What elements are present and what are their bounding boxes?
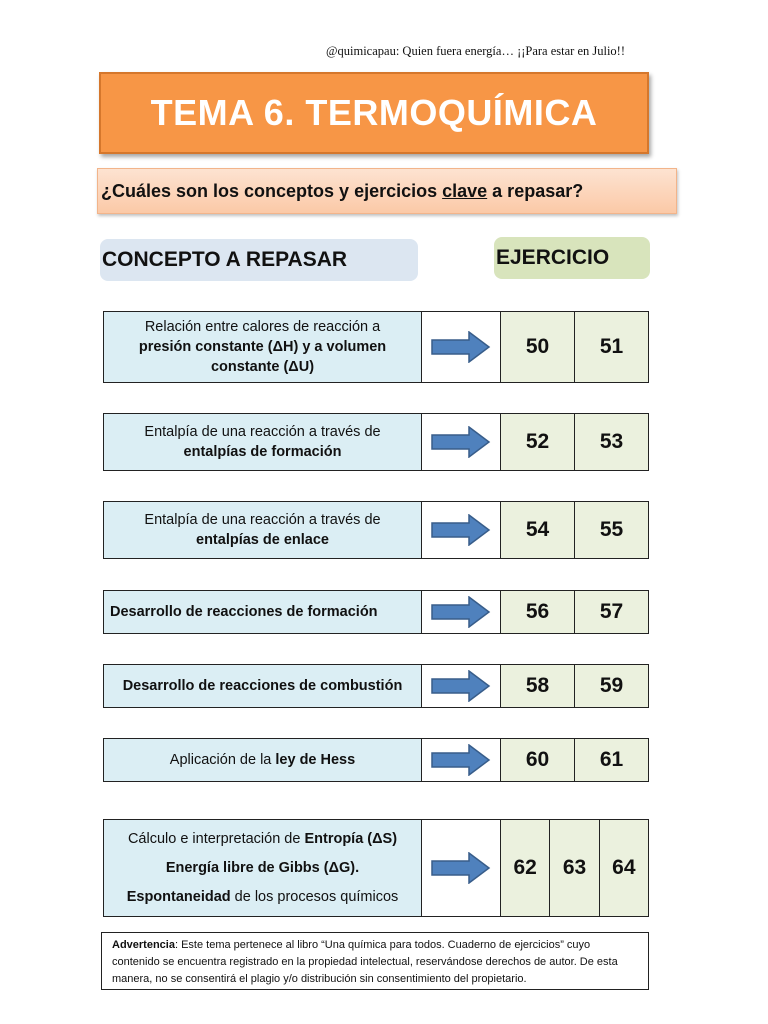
question-text-end: a repasar? <box>487 180 584 201</box>
question-text-start: ¿Cuáles son los conceptos y ejercicios <box>101 180 443 201</box>
title-banner <box>99 72 649 154</box>
arrow-cell <box>422 591 501 633</box>
right-arrow-icon <box>431 331 491 363</box>
concept-row <box>103 738 649 782</box>
concept-text-bold: Energía libre de Gibbs (ΔG). <box>165 859 360 876</box>
right-arrow-icon <box>431 426 491 458</box>
arrow-cell <box>422 414 501 470</box>
concept-row <box>103 664 649 708</box>
arrow-cell <box>422 312 501 382</box>
exercise-number: 51 <box>575 312 648 382</box>
concept-text-start: Aplicación de la <box>169 752 276 768</box>
concept-text <box>170 750 355 770</box>
concept-cell <box>104 312 422 382</box>
copyright-warning <box>101 932 649 990</box>
arrow-cell <box>422 665 501 707</box>
right-arrow-icon <box>431 852 491 884</box>
exercise-column-label: EJERCICIO <box>496 246 610 269</box>
concept-text-bold: Desarrollo de reacciones de formación <box>110 604 378 620</box>
right-arrow-icon <box>431 670 491 702</box>
exercise-number: 61 <box>575 739 648 781</box>
concept-row <box>103 590 649 634</box>
concept-cell <box>104 591 422 633</box>
concept-column-label: CONCEPTO A REPASAR <box>102 248 348 271</box>
arrow-cell <box>422 502 501 558</box>
concept-row <box>103 819 649 917</box>
question-text <box>98 181 583 202</box>
exercise-number: 60 <box>501 739 575 781</box>
author-credit: @quimicapau: Quien fuera energía… ¡¡Para estar en Julio!! <box>326 44 626 58</box>
concept-text-bold: entalpías de formación <box>183 444 342 460</box>
concept-text <box>127 883 399 912</box>
right-arrow-icon <box>431 514 491 546</box>
warning-text: : Este tema pertenece al libro “Una química para todos. Cuaderno de ejercicios” cuyo contenido se encuentra registrado en la propiedad intelectual, reservándose derechos de autor. De esta manera, no se consentirá el plagio y/o distribución sin consentimiento del propietario. <box>112 939 618 985</box>
exercise-number: 56 <box>501 591 575 633</box>
concept-text-end: de los procesos químicos <box>230 888 399 905</box>
exercise-number: 54 <box>501 502 575 558</box>
question-key-word: clave <box>442 180 488 201</box>
concept-text-bold: Espontaneidad <box>126 888 231 905</box>
concept-cell <box>104 502 422 558</box>
exercise-column-header <box>494 237 650 279</box>
concept-text-bold: Entropía (ΔS) <box>304 830 398 847</box>
right-arrow-icon <box>431 744 491 776</box>
concept-cell <box>104 665 422 707</box>
arrow-cell <box>422 820 501 916</box>
concept-row <box>103 413 649 471</box>
exercise-number: 64 <box>600 820 648 916</box>
exercise-number: 50 <box>501 312 575 382</box>
concept-text-bold: constante (ΔU) <box>210 359 315 375</box>
concept-column-header <box>100 239 418 281</box>
arrow-cell <box>422 739 501 781</box>
concept-row <box>103 501 649 559</box>
concept-text-bold: Desarrollo de reacciones de combustión <box>122 678 403 694</box>
exercise-number: 58 <box>501 665 575 707</box>
concept-text-bold: presión constante (ΔH) y a volumen <box>138 339 387 355</box>
exercise-number: 53 <box>575 414 648 470</box>
concept-text: Relación entre calores de reacción a <box>144 319 381 335</box>
concept-cell <box>104 414 422 470</box>
page-title: TEMA 6. TERMOQUÍMICA <box>150 92 598 133</box>
concept-cell <box>104 739 422 781</box>
warning-label: Advertencia <box>112 939 175 951</box>
question-banner <box>97 168 677 214</box>
exercise-number: 52 <box>501 414 575 470</box>
concept-text-bold: entalpías de enlace <box>196 532 329 548</box>
concept-cell <box>104 820 422 916</box>
concept-text <box>128 825 397 854</box>
concept-text-start: Cálculo e interpretación de <box>127 830 305 847</box>
exercise-number: 55 <box>575 502 648 558</box>
concept-text-bold: ley de Hess <box>275 752 356 768</box>
concept-row <box>103 311 649 383</box>
exercise-number: 57 <box>575 591 648 633</box>
concept-text: Entalpía de una reacción a través de <box>144 424 381 440</box>
right-arrow-icon <box>431 596 491 628</box>
exercise-number: 59 <box>575 665 648 707</box>
exercise-number: 63 <box>550 820 599 916</box>
exercise-number: 62 <box>501 820 550 916</box>
concept-text: Entalpía de una reacción a través de <box>144 512 381 528</box>
